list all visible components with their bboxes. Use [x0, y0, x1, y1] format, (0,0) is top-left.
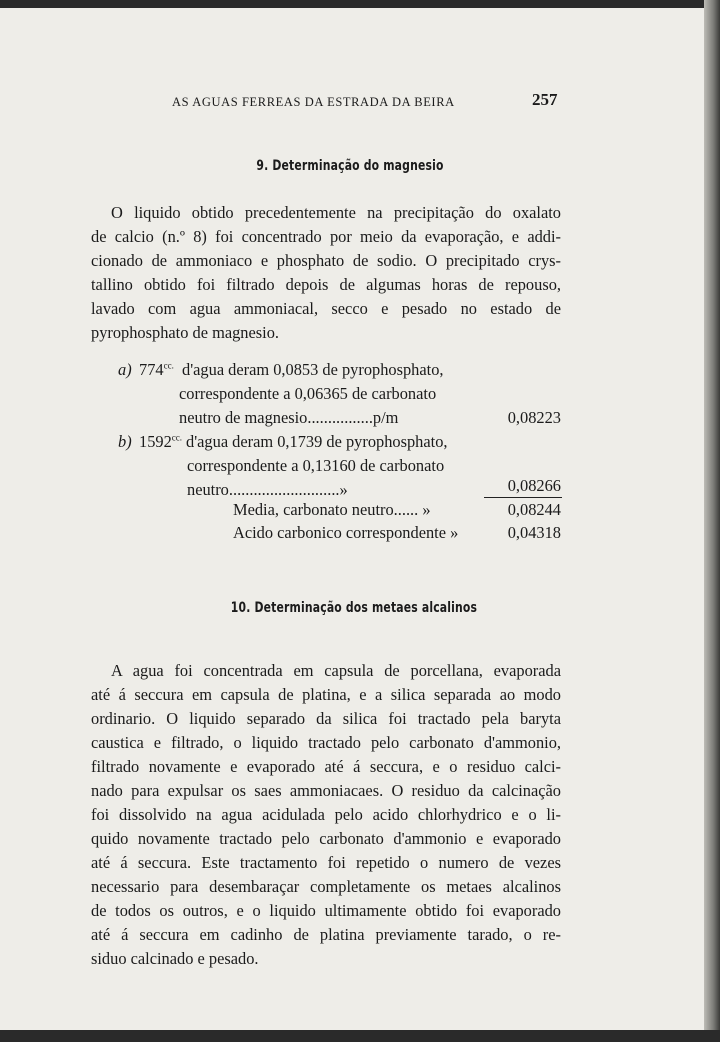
paragraph-line: caustica e filtrado, o liquido tractado pelo carbonato d'ammonio, — [91, 733, 561, 752]
item-a-label: a) — [118, 360, 132, 379]
item-b-line-1: d'agua deram 0,1739 de pyrophosphato, — [186, 432, 448, 451]
paragraph-line: pyrophosphato de magnesio. — [91, 323, 280, 342]
item-b-value: 0,08266 — [507, 476, 561, 495]
sum-rule — [484, 497, 562, 498]
paragraph-line: O liquido obtido precedentemente na precipitação do oxalato — [111, 203, 561, 222]
book-page — [0, 8, 704, 1030]
paragraph-line: até á seccura em capsula de platina, e a silica separada ao modo — [91, 685, 561, 704]
scan-border-bottom — [0, 1030, 720, 1042]
acido-value: 0,04318 — [507, 523, 561, 542]
media-label: Media, carbonato neutro...... » — [233, 500, 431, 519]
item-b-line-2: correspondente a 0,13160 de carbonato — [187, 456, 445, 475]
paragraph-line: foi dissolvido na agua acidulada pelo acido chlorhydrico e o li- — [91, 805, 561, 824]
item-a-line-3: neutro de magnesio................p/m — [179, 408, 399, 427]
item-b-volume — [139, 432, 182, 452]
paragraph-line: até á seccura em cadinho de platina previamente tarado, o re- — [91, 925, 561, 944]
section-9-heading: 9. Determinação do magnesio — [256, 158, 444, 174]
media-value: 0,08244 — [507, 500, 561, 519]
paragraph-line: tallino obtido foi filtrado depois de algumas horas de repouso, — [91, 275, 561, 294]
item-a-volume — [139, 360, 174, 380]
section-9-paragraph — [91, 201, 561, 345]
item-b-volume-value: 1592 — [139, 432, 172, 451]
item-a-volume-value: 774 — [139, 360, 164, 379]
paragraph-line: de calcio (n.º 8) foi concentrado por meio da evaporação, e addi- — [91, 227, 561, 246]
page-number: 257 — [532, 90, 558, 109]
section-10-paragraph — [91, 659, 561, 971]
paragraph-line: até á seccura. Este tractamento foi repetido o numero de vezes — [91, 853, 561, 872]
item-a-unit: cc. — [163, 360, 174, 371]
item-a-line-1: d'agua deram 0,0853 de pyrophosphato, — [182, 360, 444, 379]
paragraph-line: necessario para desembaraçar completamente os metaes alcalinos — [91, 877, 561, 896]
paragraph-line: cionado de ammoniaco e phosphato de sodio. O precipitado crys- — [91, 251, 561, 270]
running-title: AS AGUAS FERREAS DA ESTRADA DA BEIRA — [172, 95, 455, 109]
paragraph-line: nado para expulsar os saes ammoniacaes. O residuo da calcinação — [91, 781, 561, 800]
item-a-value: 0,08223 — [507, 408, 561, 427]
paragraph-line: ordinario. O liquido separado da silica foi tractado pela baryta — [91, 709, 561, 728]
section-10-heading: 10. Determinação dos metaes alcalinos — [230, 600, 478, 616]
paragraph-line: filtrado novamente e evaporado até á seccura, e o residuo calci- — [91, 757, 561, 776]
item-b-line-3: neutro...........................» — [187, 480, 348, 499]
item-a-line-2: correspondente a 0,06365 de carbonato — [179, 384, 437, 403]
page-edge-shadow — [704, 0, 720, 1042]
paragraph-line: lavado com agua ammoniacal, secco e pesado no estado de — [91, 299, 561, 318]
item-b-unit: cc. — [171, 432, 183, 443]
paragraph-line: quido novamente tractado pelo carbonato d'ammonio e evaporado — [91, 829, 561, 848]
paragraph-line: siduo calcinado e pesado. — [91, 949, 259, 968]
paragraph-line: A agua foi concentrada em capsula de porcellana, evaporada — [111, 661, 561, 680]
item-b-label: b) — [118, 432, 132, 451]
acido-label: Acido carbonico correspondente » — [233, 523, 459, 542]
paragraph-line: de todos os outros, e o liquido ultimamente obtido foi evaporado — [91, 901, 561, 920]
